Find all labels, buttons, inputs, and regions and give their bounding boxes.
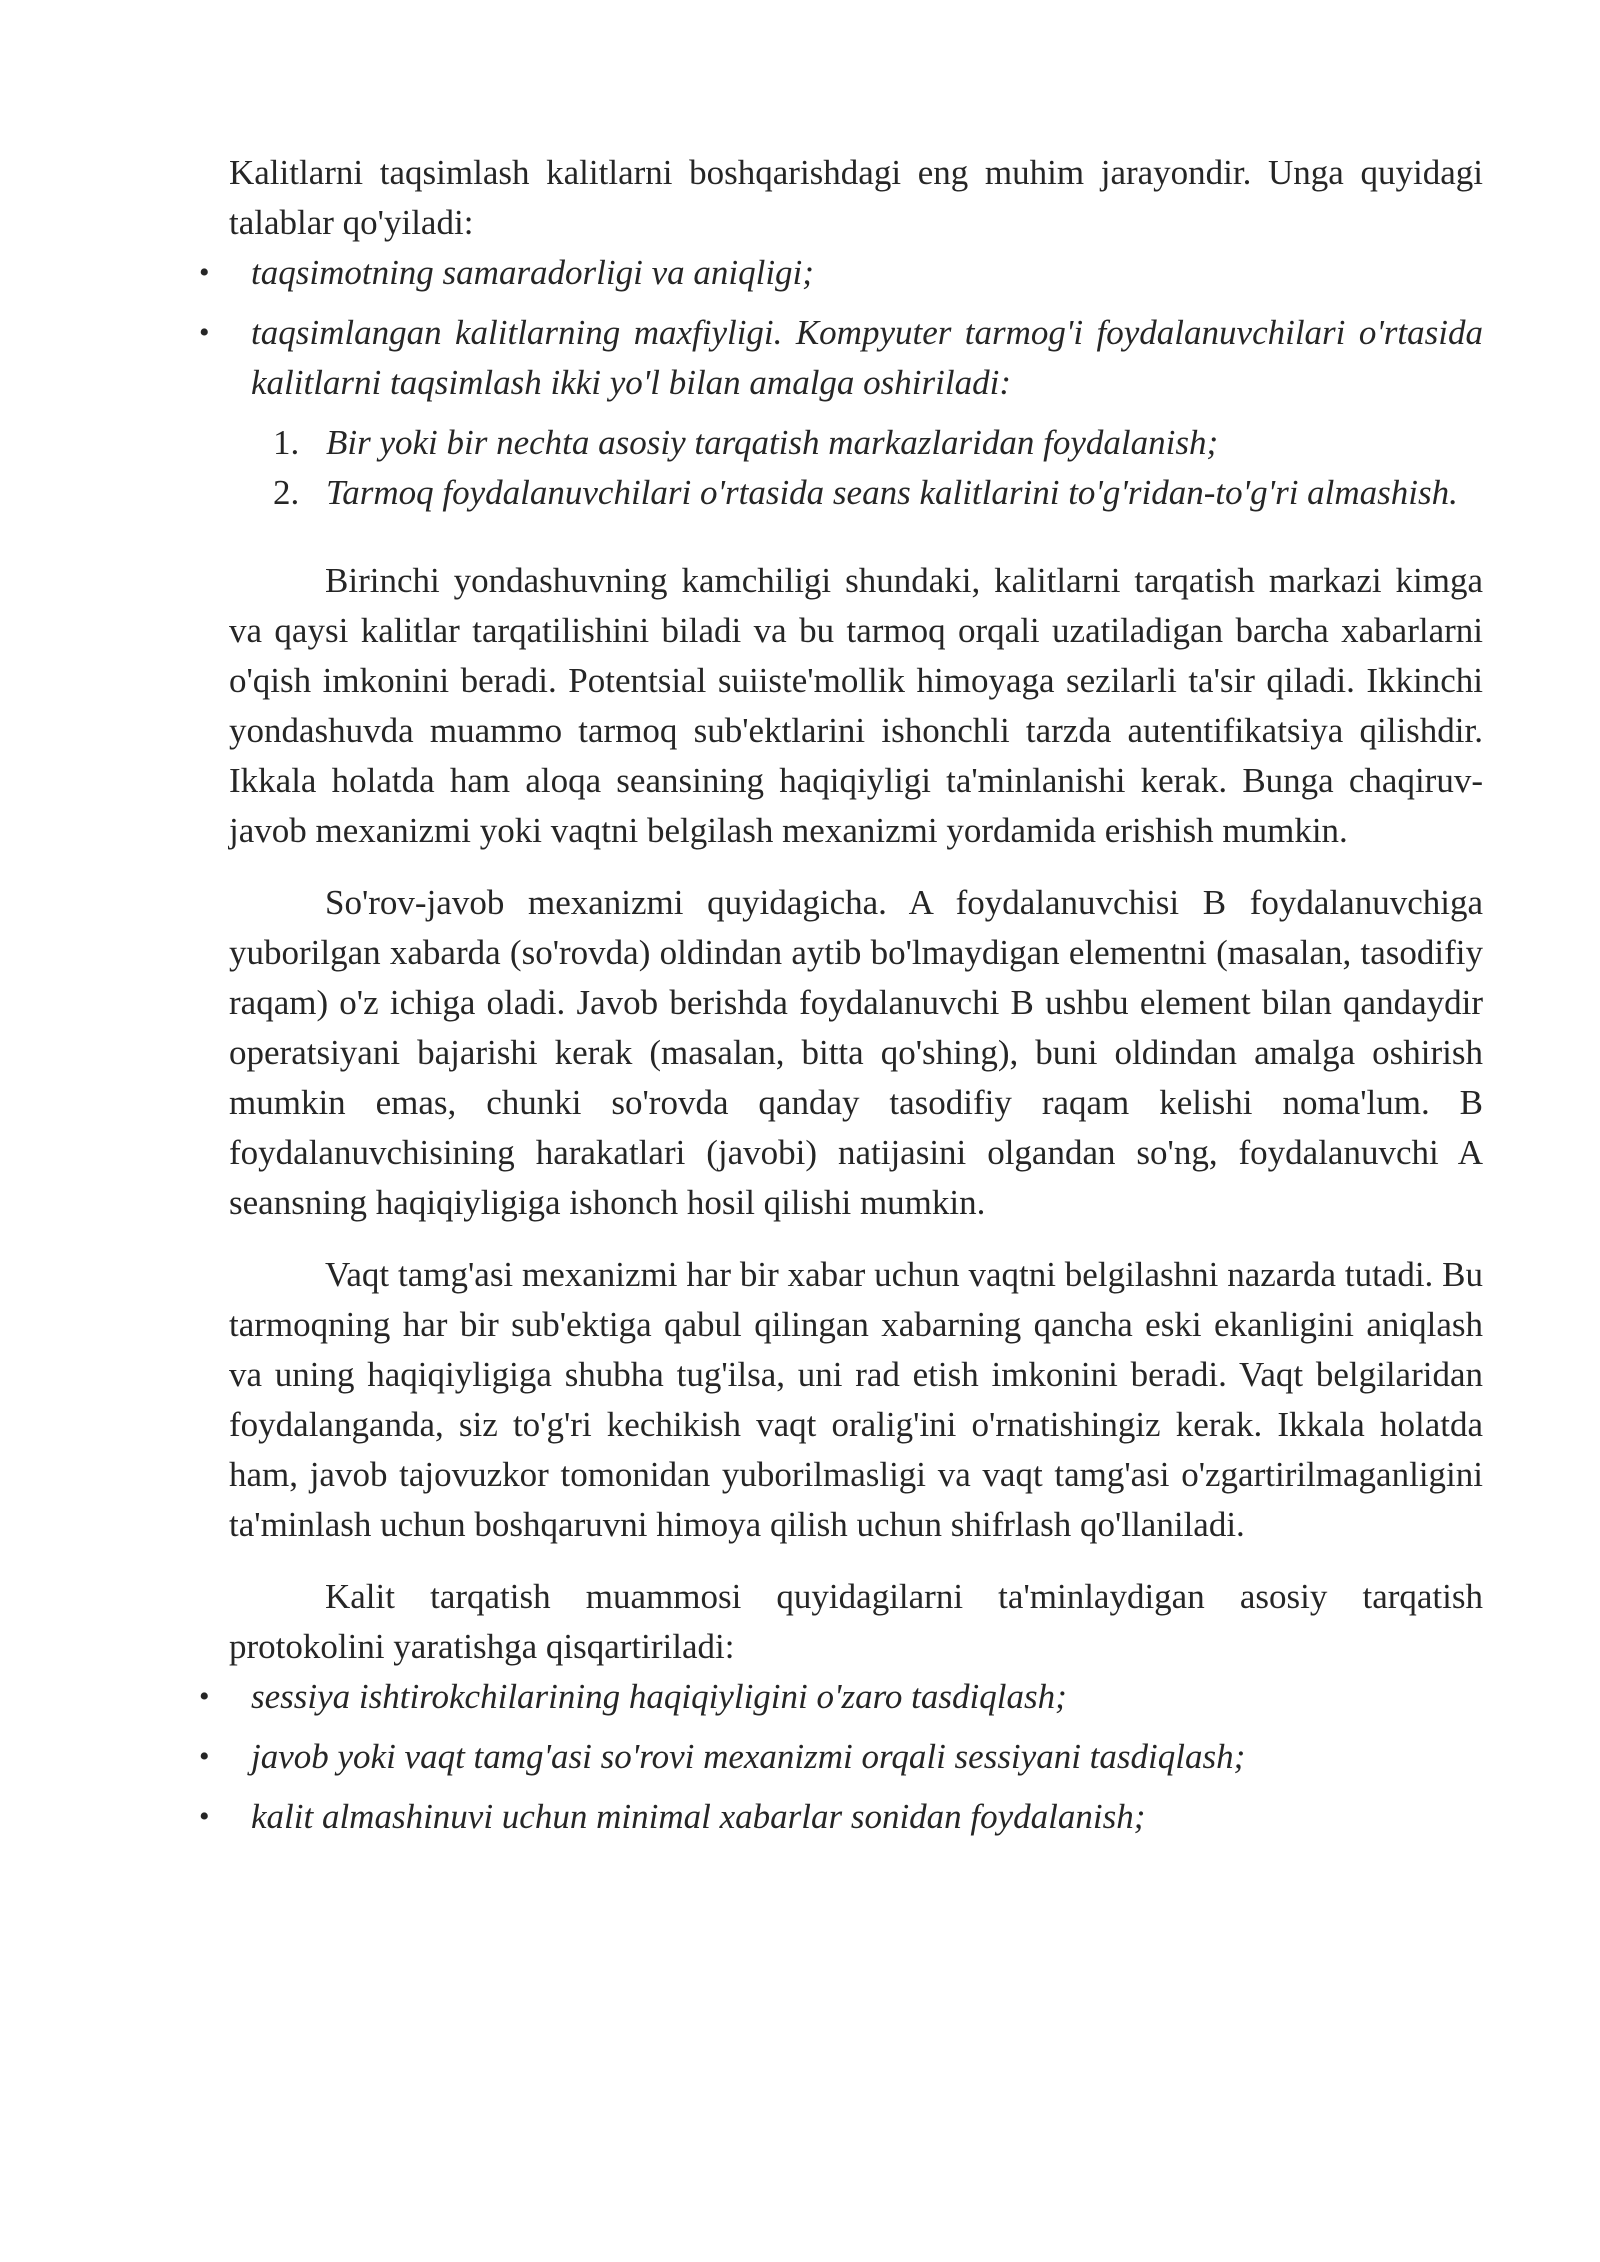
list-item-text: kalit almashinuvi uchun minimal xabarlar sonidan foydalanish; [251,1797,1146,1836]
bullet-icon: • [199,1800,210,1833]
list-item-text: taqsimotning samaradorligi va aniqligi; [251,253,814,292]
bullet-icon: • [199,1740,210,1773]
list-item-text: taqsimlangan kalitlarning maxfiyligi. Kompyuter tarmog'i foydalanuvchilari o'rtasida kalitlarni taqsimlash ikki yo'l bilan amalga oshiriladi: [251,313,1483,402]
list-item [199,308,1483,408]
bullet-icon: • [199,1680,210,1713]
body-paragraph: So'rov-javob mexanizmi quyidagicha. A foydalanuvchisi B foydalanuvchiga yuborilgan xabarda (so'rovda) oldindan aytib bo'lmaydigan elementni (masalan, tasodifiy raqam) o'z ichiga oladi. Javob berishda foydalanuvchi B ushbu element bilan qandaydir operatsiyani bajarishi kerak (masalan, bitta qo'shing), buni oldindan amalga oshirish mumkin emas, chunki so'rovda qanday tasodifiy raqam kelishi noma'lum. B foydalanuvchisining harakatlari (javobi) natijasini olgandan so'ng, foydalanuvchi A seansning haqiqiyligiga ishonch hosil qilishi mumkin. [229,883,1483,1222]
bullet-icon: • [199,316,210,349]
document-page [199,148,1483,1852]
list-item [199,1732,1483,1782]
list-item-text: Bir yoki bir nechta asosiy tarqatish markazlaridan foydalanish; [326,423,1219,462]
bullet-icon: • [199,256,210,289]
protocol-requirements-list [199,1672,1483,1842]
list-item [229,418,1483,468]
list-item [199,1672,1483,1722]
list-item-text: sessiya ishtirokchilarining haqiqiyligini o'zaro tasdiqlash; [251,1677,1067,1716]
requirements-list [199,248,1483,408]
methods-list [229,418,1483,518]
list-item-text: Tarmoq foydalanuvchilari o'rtasida seans kalitlarini to'g'ridan-to'g'ri almashish. [326,473,1458,512]
body-paragraph: Vaqt tamg'asi mexanizmi har bir xabar uchun vaqtni belgilashni nazarda tutadi. Bu tarmoqning har bir sub'ektiga qabul qilingan xabarning qancha eski ekanligini aniqlash va uning haqiqiyligiga shubha tug'ilsa, uni rad etish imkonini beradi. Vaqt belgilaridan foydalanganda, siz to'g'ri kechikish vaqt oralig'ini o'rnatishingiz kerak. Ikkala holatda ham, javob tajovuzkor tomonidan yuborilmasligi va vaqt tamg'asi o'zgartirilmaganligini ta'minlash uchun boshqaruvni himoya qilish uchun shifrlash qo'llaniladi. [229,1255,1483,1544]
body-paragraph: Kalit tarqatish muammosi quyidagilarni ta'minlaydigan asosiy tarqatish protokolini yaratishga qisqartiriladi: [229,1577,1483,1666]
body-paragraph: Birinchi yondashuvning kamchiligi shundaki, kalitlarni tarqatish markazi kimga va qaysi kalitlar tarqatilishini biladi va bu tarmoq orqali uzatiladigan barcha xabarlarni o'qish imkonini beradi. Potentsial suiiste'mollik himoyaga sezilarli ta'sir qiladi. Ikkinchi yondashuvda muammo tarmoq sub'ektlarini ishonchli tarzda autentifikatsiya qilishdir. Ikkala holatda ham aloqa seansining haqiqiyligi ta'minlanishi kerak. Bunga chaqiruv-javob mexanizmi yoki vaqtni belgilash mexanizmi yordamida erishish mumkin. [229,561,1483,850]
list-number: 2. [273,473,300,512]
list-item [199,248,1483,298]
list-item [229,468,1483,518]
list-number: 1. [273,423,300,462]
list-item [199,1792,1483,1842]
list-item-text: javob yoki vaqt tamg'asi so'rovi mexanizmi orqali sessiyani tasdiqlash; [251,1737,1246,1776]
intro-paragraph: Kalitlarni taqsimlash kalitlarni boshqarishdagi eng muhim jarayondir. Unga quyidagi talablar qo'yiladi: [229,153,1483,242]
